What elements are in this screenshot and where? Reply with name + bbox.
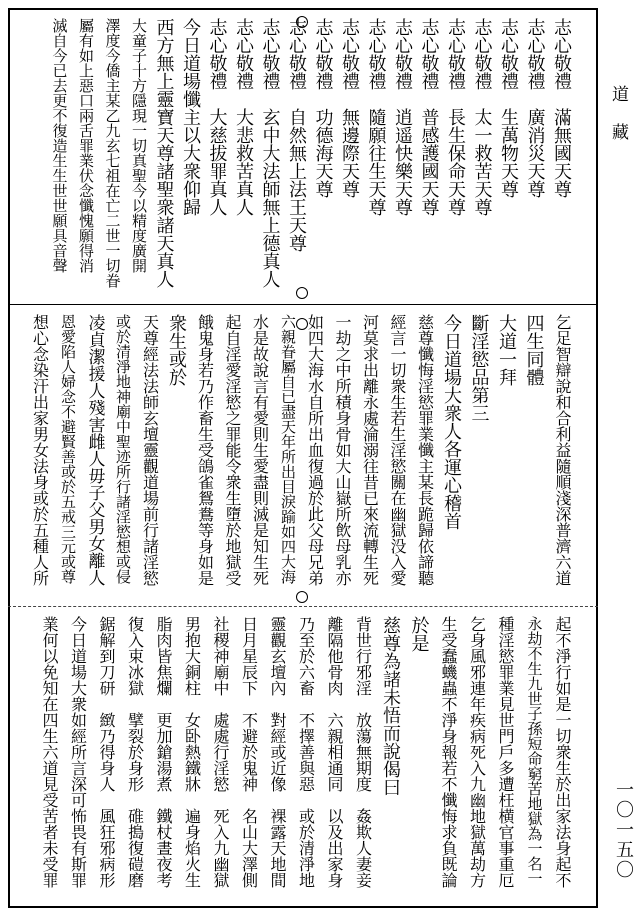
text-column: 恩愛陷人婦念不避賢善或於五戒三元或尊 (59, 314, 77, 584)
text-column: 衆生或於 (166, 314, 187, 386)
text-column: 業何以免知在四生六道見受苦者未受罪 (40, 616, 59, 888)
text-column: 志心敬禮 太一救苦天尊 (471, 18, 493, 216)
page-number: 一〇一五〇 (613, 780, 634, 880)
text-column: 乞足智辯說和合利益隨順淺深普濟六道 (553, 314, 572, 586)
text-column: 種淫慾罪業見世門戶多遭枉横官事重厄 (496, 616, 515, 888)
text-column: 大童子十方隱現一切真聖今以精度廣開 (130, 18, 148, 273)
text-column: 志心敬禮 玄中大法師無上德真人 (259, 18, 281, 288)
text-column: 西方無上靈寶天尊諸聖衆諸天真人 (153, 18, 175, 288)
text-column: 澤度今僑主某乙九玄七祖在亡二世一切眷 (103, 18, 122, 288)
text-column: 離隔他骨肉 六親相通同 以及出家身 (325, 616, 344, 888)
text-column: 或於清淨地神廟中聖迹所行諸淫慾想或侵 (114, 314, 132, 584)
text-column: 社稷神廟中 處處行淫慾 死入九幽獄 (211, 616, 230, 888)
panel-divider-bottom (8, 606, 598, 607)
text-column: 脂肉皆焦爛 更加鎗湯煮 鐵杖晝夜考 (154, 616, 173, 888)
text-column: 今日道場懺主以大衆仰歸 (180, 18, 201, 216)
text-column: 志心敬禮 廣消災天尊 (524, 18, 546, 198)
text-column: 日月星辰下 不避於鬼神 名山大澤側 (239, 616, 259, 888)
text-column: 永劫不生九世子孫短命窮苦地獄為一名一 (525, 616, 544, 886)
text-column: 生受蠢蟣蟲不淨身報若不懺悔求負既論 (439, 616, 458, 888)
text-column: 一劫之中所積身骨如大山嶽所飲母乳亦 (333, 314, 352, 586)
text-column: 想心念染汗出家男女法身或於五種人所 (30, 314, 50, 586)
text-column: 慈尊為諸未悟而說偈曰 (380, 616, 401, 796)
text-column: 於是 (408, 616, 430, 652)
text-column: 六親眷屬自已盡天年所出目淚踰如四大海 (279, 314, 297, 584)
text-column: 志心敬禮 逍遥快樂天尊 (392, 18, 413, 216)
text-column: 起自淫愛淫慾之罪能令衆生墮於地獄受 (223, 314, 242, 586)
text-column: 今日道場大衆人各運心稽首 (441, 314, 462, 530)
text-column: 屬有如上惡口兩舌罪業伏念懺愧願得消 (77, 18, 95, 273)
text-column: 志心敬禮 滿無國天尊 (551, 18, 572, 198)
text-column: 志心敬禮 大悲救苦真人 (233, 18, 254, 216)
text-column: 志心敬禮 大慈拔罪真人 (206, 18, 228, 216)
text-column: 滅自今已去更不復造生生世世願具音聲 (50, 18, 69, 273)
text-column: 起不淨行如是一切衆生於出家法身起不 (553, 616, 572, 888)
text-column: 經言一切衆生若生淫慾關在幽獄没入愛 (388, 314, 407, 586)
text-column: 靈觀玄壇內 對經或近像 裸露天地間 (268, 616, 287, 888)
text-column: 斷淫慾品第三 (468, 314, 490, 422)
text-column: 志心敬禮 普感護國天尊 (418, 18, 440, 216)
text-column: 志心敬禮 長生保命天尊 (445, 18, 466, 216)
text-column: 志心敬禮 功德海天尊 (312, 18, 334, 198)
circle-mark (296, 591, 308, 603)
text-column: 乞身風邪連年疾病死入九幽地獄萬劫方 (467, 616, 487, 888)
text-column: 水是故說言有愛則生愛盡則滅是知生死 (250, 314, 270, 586)
text-column: 大道一拜 (496, 314, 517, 386)
text-column: 背世行邪淫 放蕩無期度 姦欺人妻妾 (353, 616, 373, 888)
text-column: 男抱大銅柱 女卧熱鐵牀 遍身焰火生 (182, 616, 202, 888)
text-column: 四生同體 (523, 314, 545, 386)
text-column: 志心敬禮 自然無上法王天尊 (286, 18, 307, 252)
text-column: 乃至於六畜 不擇善與惡 或於清淨地 (296, 616, 316, 888)
text-column: 凌貞潔援人殘害雌人毋子父男女離人 (84, 314, 105, 586)
text-column: 河莫求出離永處淪溺往昔已來流轉生死 (360, 314, 380, 586)
text-column: 鋸解到刀研 緻乃得身人 風狂邪病形 (97, 616, 116, 888)
volume-char-2: 藏 (612, 123, 629, 143)
circle-mark (296, 287, 308, 299)
volume-char-1: 道 (612, 85, 629, 105)
text-column: 今日道場大衆如經所言深可怖畏有斯罪 (68, 616, 88, 888)
text-column: 如四大海水自所出血復過於此父母兄弟 (305, 314, 325, 586)
text-column: 餓鬼身若乃作畜生受鴿雀鴛鴦等身如是 (195, 314, 215, 586)
text-column: 志心敬禮 生萬物天尊 (498, 18, 519, 198)
panel-divider-top (8, 304, 598, 305)
text-column: 慈尊懺悔淫慾罪業懺主某長跪歸依諦聽 (415, 314, 435, 586)
text-column: 復入束冰獄 擘裂於身形 碓搗復磑磨 (125, 616, 145, 888)
text-column: 天尊經法法師玄壇靈觀道場前行諸淫慾 (140, 314, 160, 586)
text-column: 志心敬禮 隨願往生天尊 (365, 18, 387, 216)
text-column: 志心敬禮 無邊際天尊 (339, 18, 360, 198)
